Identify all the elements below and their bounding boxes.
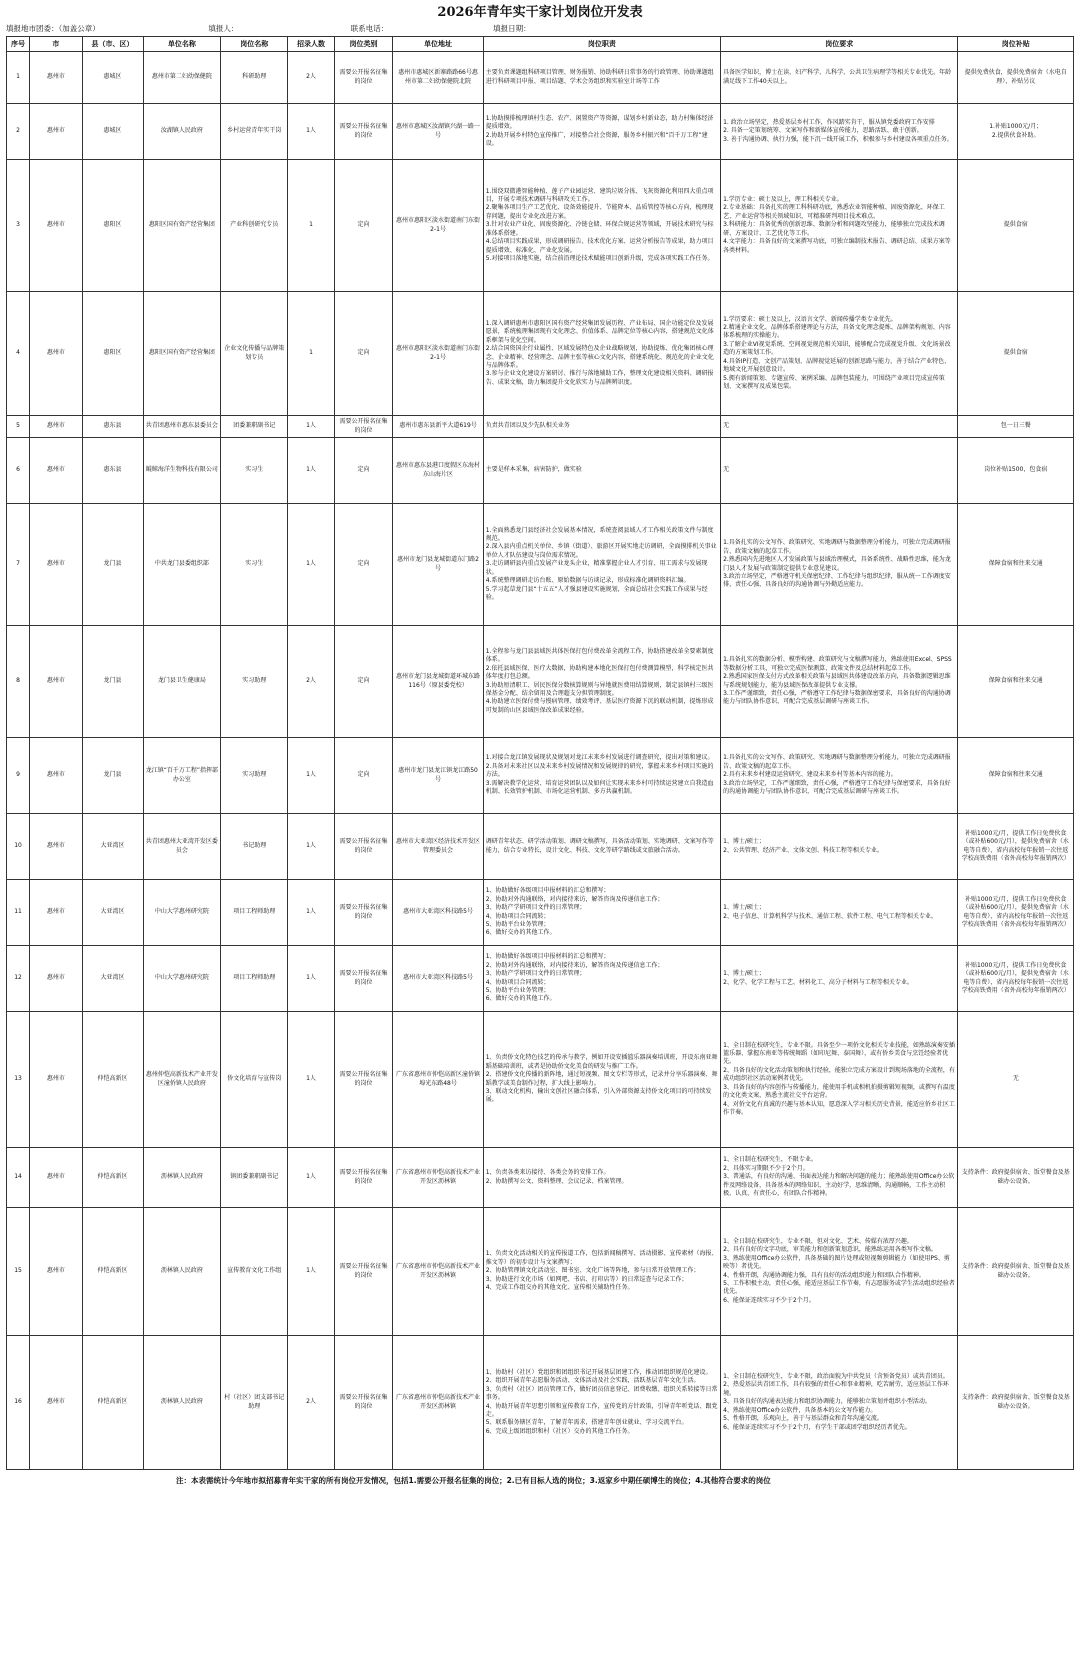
row-address-cell: 惠州市惠阳区淡水街道南门东街2-1号 [393,292,483,416]
row-unit-cell: 龙江镇“百千万工程”指挥部办公室 [143,738,221,814]
row-unit-cell: 鲲鲸海洋生物科技有限公司 [143,438,221,504]
row-requirement-cell: 1、全日制在校研究生，专业不限，但对文化、艺术、传媒有浓厚兴趣。 2、具有良好的文字功底，审美能力和创新策划意识，能熟练运用各类写作文稿。 3、熟练使用Office办公软件，具备基础的图片处理或短视频剪辑能力（如使用PS、剪映等）者优先。 4、性格开朗，沟通协调能力强，具有良好的活动组织能力和团队合作精神。 5、工作积极主动，责任心强，能适应基层工作节奏，有志愿服务或学生活动组织经验者优先。 6、能保证连续实习不少于2个月。 [721,1208,958,1336]
row-no-cell: 13 [7,1012,30,1148]
row-requirement-cell: 无 [721,416,958,438]
row-city-cell: 惠州市 [30,104,83,160]
row-type-cell: 定向 [334,160,393,292]
row-subsidy-cell: 补贴1000元/月，提供工作日免费伙食（或补贴600元/月），提供免费宿舍（水电等自费），省内高校每年报销一次往返学校高铁费用（省外高校每年报销两次） [958,814,1074,880]
row-requirement-cell: 1、博士/硕士； 2、化学、化学工程与工艺、材料化工、高分子材料与工程等相关专业。 [721,946,958,1012]
row-count-cell: 1人 [288,1148,334,1208]
fill-info-line [6,22,1074,36]
header-type: 岗位类别 [334,37,393,52]
row-county-cell: 仲恺高新区 [82,1336,143,1470]
row-unit-cell: 惠州市第二妇幼保健院 [143,52,221,104]
row-post-cell: 企业文化传播与品牌策划专员 [221,292,288,416]
row-county-cell: 龙门县 [82,626,143,738]
row-address-cell: 惠州市龙门县龙城街道东门路2号 [393,504,483,626]
row-duty-cell: 1.对接合龙江镇发展现状及规划对龙江未来乡村发展进行调查研究，提出对策和建议。 2.具备对未来社区以及未来乡村发展情况和发展规律的研究，掌握未来乡村项目实施的方法。 3.需解决教学化运营、培育运营团队以及如何让实现未来乡村可持续运营建立自我造血机制、长效管护机制、市场化运营机制、多方共赢机制。 [483,738,720,814]
row-requirement-cell: 1. 政治立场坚定，热爱基层乡村工作，作风踏实肯干，服从镇党委政府工作安排 2. 具备一定策划统筹、文案写作和新媒体宣传能力，思路活跃、敢于创新。 3. 善于沟通协调、执行力强，能下沉一线开展工作，积极参与乡村建设各项重点任务。 [721,104,958,160]
table-row [7,880,1074,946]
row-requirement-cell: 无 [721,438,958,504]
row-no-cell: 14 [7,1148,30,1208]
table-row [7,104,1074,160]
row-address-cell: 惠州市惠东县新平大道619号 [393,416,483,438]
row-count-cell: 2人 [288,626,334,738]
row-type-cell: 需要公开报名征集的岗位 [334,1336,393,1470]
row-no-cell: 9 [7,738,30,814]
row-post-cell: 侨文化培育与宣传岗 [221,1012,288,1148]
row-county-cell: 惠城区 [82,104,143,160]
row-unit-cell: 沥林镇人民政府 [143,1336,221,1470]
row-county-cell: 惠东县 [82,416,143,438]
table-row [7,438,1074,504]
row-requirement-cell: 具备医学知识，博士在读，妇产科学、儿科学、公共卫生病理学等相关专业优先。年龄满足线下工作40天以上。 [721,52,958,104]
page-title: 2026年青年实干家计划岗位开发表 [437,5,643,20]
row-requirement-cell: 1.具备扎实的公文写作、政策研究、实地调研与数据整理分析能力，可独立完成调研报告、政策文稿的起草工作。 2.熟悉国内先进地区人才发展政策与县域治理模式，具备系统性、战略性思维，能为龙门县人才发展与政策制定提供专业意见建议。 3.政治立场坚定，严格遵守机关保密纪律、工作纪律与组织纪律，服从统一工作调度安排，责任心强，具备良好的沟通协调与外勤适应能力。 [721,504,958,626]
row-requirement-cell: 1、全日制在校研究生，专业不限。具备至少一项侨文化相关专业技能，如熟练演奏安插篮乐器、掌握东南亚等传统舞蹈（如印尼舞、泰国舞），或有侨乡美食与烹饪经验者优先。 2、具备良好的文化活动策划和执行经验，能独立完成方案设计到现场落地的全流程，有成功组织社区活动案例者优先。 3、具备良好的内容创作与传播能力，能使用手机或相机拍摄剪辑短视频，或撰写有温度的文化类文案，熟悉主流社交平台运营。 4、对侨文化有真诚的兴趣与基本认知，愿意深入学习相关历史背景，能适应侨乡社区工作节奏。 [721,1012,958,1148]
row-subsidy-cell: 保障食宿和往来交通 [958,738,1074,814]
row-requirement-cell: 1.具备扎实的公文写作、政策研究、实地调研与数据整理分析能力，可独立完成调研报告、政策文稿的起草工作。 2.具有未来乡村建设运营研究、建设未来乡村等基本内容的能力。 3.政治立场坚定，工作严谨细致，责任心强，严格遵守工作纪律与保密要求，具备良好的沟通协调能力与团队协作意识，可配合完成基层调研与座谈工作。 [721,738,958,814]
row-post-cell: 实习助理 [221,626,288,738]
table-header-row [7,37,1074,52]
row-unit-cell: 共青团惠州市惠东县委员会 [143,416,221,438]
row-unit-cell: 沥林镇人民政府 [143,1208,221,1336]
row-address-cell: 广东省惠州市仲恺高新技术产业开发区沥林镇 [393,1148,483,1208]
row-unit-cell: 汝湖镇人民政府 [143,104,221,160]
row-post-cell: 项目工程师助理 [221,880,288,946]
row-post-cell: 产业科创研究专员 [221,160,288,292]
table-row [7,946,1074,1012]
row-type-cell: 定向 [334,438,393,504]
row-post-cell: 团委兼职副书记 [221,416,288,438]
row-count-cell: 1人 [288,738,334,814]
header-count: 招录人数 [288,37,334,52]
row-duty-cell: 调研青年状态、研学活动策划、调研文稿撰写，具备活动策划、实地调研、文案写作等能力，结合专业特长，设计文化、科技、文化等研学路线或文旅融合活动。 [483,814,720,880]
row-count-cell: 1人 [288,438,334,504]
row-subsidy-cell: 支持条件：政府提供宿舍、饭堂餐食及基础办公设备。 [958,1148,1074,1208]
table-row [7,1208,1074,1336]
row-address-cell: 惠州市惠东县港口度假区东海村东山海片区 [393,438,483,504]
row-city-cell: 惠州市 [30,504,83,626]
row-county-cell: 龙门县 [82,504,143,626]
row-requirement-cell: 1、博士/硕士； 2、公共管理、经济产业、文体文创、科技工程等相关专业。 [721,814,958,880]
row-type-cell: 需要公开报名征集的岗位 [334,814,393,880]
row-unit-cell: 共青团惠州大亚湾开发区委员会 [143,814,221,880]
row-unit-cell: 惠州仲恺高新技术产业开发区潼侨镇人民政府 [143,1012,221,1148]
header-duty: 岗位职责 [483,37,720,52]
row-duty-cell: 1.协助摸排梳理镇村生态、农产、闲置资产等资源，谋划乡村新业态，助力村集体经济提质增效。 2.协助开展乡村特色宣传推广，对接整合社会资源，服务乡村振兴和“百千万工程”建设。 [483,104,720,160]
row-subsidy-cell: 支持条件：政府提供宿舍、饭堂餐食及基础办公设备。 [958,1336,1074,1470]
row-post-cell: 科研助理 [221,52,288,104]
row-duty-cell: 1.围绕双微港智能种植、莲子产业园运营、建筑垃圾分拣、飞灰资源化利用四大重点项目，开展专项技术调研与科研攻关工作。 2.聚集各项目生产工艺优化、设备效能提升、节能降本、品质管控等核心方向，梳理现存问题，提出专业化改进方案。 3.针对农业产业化、固废资源化、冷链仓储、环保合规运营等领域，开展技术研究与标准体系搭建。 4.总结项目实践成果，形成调研报告、技术优化方案、运营分析报告等成果，助力项目提质增效、标准化、产业化发展。 5.对接项目落地实施，结合前沿理论技术赋能项目创新升级，完成各项实践工作任务。 [483,160,720,292]
row-county-cell: 大亚湾区 [82,880,143,946]
row-requirement-cell: 1.学历专业：硕士及以上，理工科相关专业。 2.专业基础：具备扎实的理工科科研功底，熟悉农业智能种植、固废资源化、环保工艺、产业运营等相关领域知识，可精准研判项目技术难点。 3.科研能力：具备优秀的创新思维、数据分析和问题攻坚能力，能够独立完成技术调研、方案设计、工艺优化等工作。 4.文字能力：具备良好的文案撰写功底，可独立编制技术报告、调研总结、成果方案等各类材料。 [721,160,958,292]
row-type-cell: 定向 [334,504,393,626]
row-city-cell: 惠州市 [30,1012,83,1148]
row-duty-cell: 1、负责各类来访接待、各类会务的安排工作。 2、协助撰写公文、资料整理、会议记录、档案管理。 [483,1148,720,1208]
row-post-cell: 乡村运营青年实干岗 [221,104,288,160]
row-duty-cell: 1、负责文化活动相关的宣传报道工作，包括新闻稿撰写、活动摄影、宣传素材（海报、推文等）的初步设计与文案撰写； 2、协助管理镇文化活动室、图书室、文化广场等阵地，参与日常开放管理工作； 3、协助进行文化市场（如网吧、书店、打印店等）的日常巡查与记录工作； 4、完成工作组交办的其他文化、宣传相关辅助性任务。 [483,1208,720,1336]
row-address-cell: 惠州市惠阳区淡水街道南门东街2-1号 [393,160,483,292]
row-type-cell: 需要公开报名征集的岗位 [334,880,393,946]
row-count-cell: 1人 [288,1012,334,1148]
row-type-cell: 需要公开报名征集的岗位 [334,416,393,438]
row-city-cell: 惠州市 [30,814,83,880]
row-duty-cell: 1.深入调研惠州市惠阳区国有资产经营集团发展历程、产业布局、国企功能定位及发展愿景，系统梳理集团现有文化理念、价值体系、品牌定位等核心内容，搭建规范文化体系框架与优化空间。 2.结合国资国企行业属性、区域发展特色及企业战略规划，协助提炼、优化集团核心理念、企业精神、经营理念、品牌主张等核心文化内容，搭建系统化、规范化的企业文化与品牌体系。 3.参与企业文化建设方案研讨、推行与落地辅助工作，整理文化建设相关资料、调研报告、成果文稿，助力集团提升文化软实力与品牌辨识度。 [483,292,720,416]
row-duty-cell: 1、负责侨文化特色技艺的传承与教学，例如开设安插篮乐器演奏培训班，开设东南亚舞蹈基础培训班，或者是协助侨文化美食的研发与推广工作。 2、搭建侨文化传播的新阵地，通过短视频、图文专栏等形式，记录并分享乐器演奏、舞蹈教学或美食制作过程，扩大线上影响力。 3、联动文化机构，输出文创社区融合体系，引入外部资源支持侨文化项目的可持续发展。 [483,1012,720,1148]
row-no-cell: 8 [7,626,30,738]
row-count-cell: 1人 [288,416,334,438]
row-duty-cell: 主要是样本采集，病害防护，做实验 [483,438,720,504]
row-unit-cell: 沥林镇人民政府 [143,1148,221,1208]
row-county-cell: 惠城区 [82,52,143,104]
post-table [6,36,1074,1470]
row-subsidy-cell: 提供食宿 [958,160,1074,292]
row-no-cell: 15 [7,1208,30,1336]
header-subsidy: 岗位补贴 [958,37,1074,52]
row-county-cell: 仲恺高新区 [82,1208,143,1336]
row-count-cell: 1人 [288,880,334,946]
table-row [7,416,1074,438]
row-no-cell: 16 [7,1336,30,1470]
header-county: 县（市、区） [82,37,143,52]
row-unit-cell: 中共龙门县委组织部 [143,504,221,626]
row-duty-cell: 负责共青团以及少先队相关业务 [483,416,720,438]
table-row [7,1012,1074,1148]
row-count-cell: 1 [288,292,334,416]
row-duty-cell: 1、协助做好各级项目申报材料的汇总和撰写； 2、协助对外沟通联络，对内接待来访，解答咨询及传递信息工作； 3、协助产学研项目文件的日常管理； 4、协助项目合同流转； 5、协助平台业务管理； 6、做好交办的其他工作。 [483,946,720,1012]
row-duty-cell: 1、协助村（社区）党组织和团组织书记开展基层团建工作，推动团组织规范化建设。 2、组织开展青年志愿服务活动、文体活动及社会实践，活跃基层青年文化生活。 3、负责村（社区）团员管理工作，做好团员信息登记、团费收缴、组织关系转接等日常事务。 4、协助开展青年思想引领和宣传教育工作，宣传党的方针政策，引导青年听党话、跟党走。 5、联系服务辖区青年，了解青年需求，搭建青年创业就业、学习交流平台。 6、完成上级团组织和村（社区）交办的其他工作任务。 [483,1336,720,1470]
row-city-cell: 惠州市 [30,416,83,438]
row-subsidy-cell: 补贴1000元/月，提供工作日免费伙食（或补贴600元/月），提供免费宿舍（水电等自费），省内高校每年报销一次往返学校高铁费用（省外高校每年报销两次） [958,880,1074,946]
row-no-cell: 11 [7,880,30,946]
row-city-cell: 惠州市 [30,626,83,738]
header-post: 岗位名称 [221,37,288,52]
row-subsidy-cell: 保障食宿和往来交通 [958,626,1074,738]
row-city-cell: 惠州市 [30,160,83,292]
row-type-cell: 需要公开报名征集的岗位 [334,1012,393,1148]
row-subsidy-cell: 提供免费伙食，提供免费宿舍（水电自理），补贴另议 [958,52,1074,104]
row-county-cell: 惠东县 [82,438,143,504]
row-city-cell: 惠州市 [30,1148,83,1208]
row-post-cell: 实习助理 [221,738,288,814]
row-requirement-cell: 1.学历要求：硕士及以上，汉语言文学、新闻传播学类专业优先。 2.精通企业文化、品牌体系搭建理论与方法，具备文化理念提炼、品牌架构规划、内容体系梳理的实操能力。 3.了解企业VI视觉系统、空间视觉规范相关知识，能够配合完成视觉升级、文化场景改造的方案策划工作。 4.具备IP打造、文创产品策划、品牌视觉延展的创新思路与能力，善于结合产业特色、地域文化开展创意设计。 5.拥有新闻策划、专题宣传、案例采编、品牌包装能力，可围绕产业项目完成宣传策划、文案撰写及成果包装。 [721,292,958,416]
row-count-cell: 1人 [288,814,334,880]
row-address-cell: 惠州市大亚湾区科技路5号 [393,880,483,946]
row-duty-cell: 1.全面熟悉龙门县经济社会发展基本情况，系统查阅县域人才工作相关政策文件与制度规范。 2.深入县内重点机关单位、乡镇（街道）、旅游区开展实地走访调研，全面摸排机关事业单位人才队伍建设与岗位需求情况。 3.走访调研县内重点发展产业龙头企业，精准掌握企业人才引育、用工需求与发展现状。 4.系统整理调研走访台账、原始数据与访谈记录，形成标准化调研资料汇编。 5.学习起草龙门县“十五五”人才强县建设实施规划，全面总结社会实践工作成果与经验。 [483,504,720,626]
row-subsidy-cell: 补贴1000元/月，提供工作日免费伙食（或补贴600元/月），提供免费宿舍（水电等自费），省内高校每年报销一次往返学校高铁费用（省外高校每年报销两次） [958,946,1074,1012]
row-post-cell: 宣传教育文化工作组 [221,1208,288,1336]
row-post-cell: 实习生 [221,504,288,626]
row-type-cell: 定向 [334,738,393,814]
row-no-cell: 12 [7,946,30,1012]
table-row [7,52,1074,104]
table-row [7,1336,1074,1470]
row-type-cell: 需要公开报名征集的岗位 [334,1148,393,1208]
table-row [7,626,1074,738]
row-county-cell: 仲恺高新区 [82,1148,143,1208]
row-count-cell: 2人 [288,1336,334,1470]
row-type-cell: 定向 [334,626,393,738]
row-unit-cell: 中山大学惠州研究院 [143,946,221,1012]
table-row [7,160,1074,292]
row-address-cell: 惠州市惠城区汝湖镇兴湖一路一号 [393,104,483,160]
row-post-cell: 实习生 [221,438,288,504]
table-row [7,504,1074,626]
row-address-cell: 惠州市惠城区新寨路路66号惠州市第二妇幼保健院北院 [393,52,483,104]
header-no: 序号 [7,37,30,52]
row-requirement-cell: 1、博士/硕士； 2、电子信息、计算机科学与技术、通信工程、软件工程、电气工程等相关专业。 [721,880,958,946]
row-county-cell: 大亚湾区 [82,946,143,1012]
row-subsidy-cell: 包一日三餐 [958,416,1074,438]
row-duty-cell: 1、协助做好各级项目申报材料的汇总和撰写； 2、协助对外沟通联络，对内接待来访，解答咨询及传递信息工作； 3、协助产学研项目文件的日常管理； 4、协助项目合同流转； 5、协助平台业务管理； 6、做好交办的其他工作。 [483,880,720,946]
row-address-cell: 广东省惠州市仲恺高新区潼侨镇埠光东路48号 [393,1012,483,1148]
row-subsidy-cell: 提供食宿 [958,292,1074,416]
row-type-cell: 定向 [334,292,393,416]
row-subsidy-cell: 保障食宿和往来交通 [958,504,1074,626]
row-no-cell: 7 [7,504,30,626]
row-post-cell: 村（社区）团支部书记助理 [221,1336,288,1470]
row-no-cell: 4 [7,292,30,416]
row-county-cell: 仲恺高新区 [82,1012,143,1148]
header-unit: 单位名称 [143,37,221,52]
row-city-cell: 惠州市 [30,52,83,104]
header-addr: 单位地址 [393,37,483,52]
row-no-cell: 10 [7,814,30,880]
row-county-cell: 惠阳区 [82,160,143,292]
row-count-cell: 1人 [288,1208,334,1336]
row-duty-cell: 1.全程参与龙门县县域医共体医保打包付费改革全流程工作，协助搭建改革全要素制度体系。 2.依托县域医保、医疗大数据，协助构建本地化医保打包付费测算模型，科学核定医共体年度打包总额。 3.协助厘清职工、居民医保分数核算规则与异地就医费用结算规则，制定县镇村三级医保基金分配、结余留用及合理超支分担管理制度。 4.协助建立医保付费与慢病管理、绩效考评、基层医疗资源下沉的联动机制，提炼形成可复制的山区县域医保改革成果经验。 [483,626,720,738]
row-post-cell: 书记助理 [221,814,288,880]
row-unit-cell: 惠阳区国有资产经营集团 [143,292,221,416]
row-city-cell: 惠州市 [30,738,83,814]
row-requirement-cell: 1、全日制在校研究生，不限专业。 2、具体实习期限不少于2个月。 3、普通话，有良好的沟通、书面表达能力和解决问题的能力；能熟练使用Office办公软件及网络设备，具备基本的网络知识，主动好学，思维清晰，沟通顺畅，工作主动积极，认真，有责任心，有团队合作精神。 [721,1148,958,1208]
row-count-cell: 1 [288,160,334,292]
table-body [7,52,1074,1470]
row-count-cell: 2人 [288,52,334,104]
row-city-cell: 惠州市 [30,438,83,504]
row-count-cell: 1人 [288,104,334,160]
row-county-cell: 龙门县 [82,738,143,814]
footnote: 注：本表需统计今年地市拟招募青年实干家的所有岗位开发情况，包括1.需要公开报名征集的岗位；2.已有目标人选的岗位；3.返家乡中期任硕博生的岗位；4.其他符合要求的岗位 [176,1476,771,1485]
row-count-cell: 1人 [288,946,334,1012]
row-no-cell: 3 [7,160,30,292]
row-city-cell: 惠州市 [30,946,83,1012]
row-no-cell: 6 [7,438,30,504]
fill-phone-label: 联系电话： [350,24,389,33]
row-subsidy-cell: 无 [958,1012,1074,1148]
row-subsidy-cell: 支持条件：政府提供宿舍、饭堂餐食及基础办公设备。 [958,1208,1074,1336]
row-city-cell: 惠州市 [30,1336,83,1470]
row-no-cell: 2 [7,104,30,160]
row-unit-cell: 惠阳区国有资产经营集团 [143,160,221,292]
table-row [7,1148,1074,1208]
row-county-cell: 惠阳区 [82,292,143,416]
row-count-cell: 1人 [288,504,334,626]
row-address-cell: 惠州市龙门县龙江镇龙江路50号 [393,738,483,814]
row-subsidy-cell: 1.补贴1000元/月； 2.提供伙食补助。 [958,104,1074,160]
row-requirement-cell: 1、全日制在校研究生，专业不限，政治面貌为中共党员（含预备党员）或共青团员。 2、热爱基层共青团工作，具有较强的责任心和事业精神，吃苦耐劳，适应基层工作环境。 3、具备良好的沟通表达能力和组织协调能力，能够独立策划并组织小型活动。 4、熟练使用Office办公软件，具备基本的公文写作能力。 5、性格开朗，乐观向上，善于与基层群众和青年沟通交流。 6、能保证连续实习不少于2个月，有学生干部或团学组织经历者优先。 [721,1336,958,1470]
row-type-cell: 需要公开报名征集的岗位 [334,946,393,1012]
row-post-cell: 项目工程师助理 [221,946,288,1012]
row-post-cell: 镇团委兼职副书记 [221,1148,288,1208]
table-row [7,292,1074,416]
table-row [7,738,1074,814]
fill-unit-label: 填报地市团委：（加盖公章） [6,24,100,33]
row-unit-cell: 中山大学惠州研究院 [143,880,221,946]
row-type-cell: 需要公开报名征集的岗位 [334,104,393,160]
row-type-cell: 需要公开报名征集的岗位 [334,52,393,104]
row-county-cell: 大亚湾区 [82,814,143,880]
row-address-cell: 惠州市大亚湾区经济技术开发区管理委员会 [393,814,483,880]
row-city-cell: 惠州市 [30,292,83,416]
row-subsidy-cell: 岗位补贴1500，包食宿 [958,438,1074,504]
row-address-cell: 广东省惠州市仲恺高新技术产业开发区沥林镇 [393,1336,483,1470]
table-row [7,814,1074,880]
fill-person-label: 填报人： [208,24,239,33]
fill-date-label: 填报日期： [493,24,531,33]
row-type-cell: 需要公开报名征集的岗位 [334,1208,393,1336]
row-city-cell: 惠州市 [30,1208,83,1336]
row-city-cell: 惠州市 [30,880,83,946]
row-no-cell: 5 [7,416,30,438]
header-city: 市 [30,37,83,52]
row-address-cell: 广东省惠州市仲恺高新技术产业开发区沥林镇 [393,1208,483,1336]
row-unit-cell: 龙门县卫生健康局 [143,626,221,738]
header-req: 岗位要求 [721,37,958,52]
row-address-cell: 惠州市龙门县龙城街道环城东路116号（原县委党校） [393,626,483,738]
row-address-cell: 惠州市大亚湾区科技路5号 [393,946,483,1012]
row-no-cell: 1 [7,52,30,104]
row-requirement-cell: 1.具备扎实的数据分析、模型构建、政策研究与文稿撰写能力，熟练使用Excel、SPSS等数据分析工具，可独立完成医保测算、政策文件及总结材料起草工作。 2.熟悉国家医保支付方式改革相关政策与县域医共体建设改革方向，具备数据逻辑思维与系统规划能力，能为县域医保改革提供专业支撑。 3.工作严谨细致，责任心强，严格遵守工作纪律与数据保密要求，具备良好的沟通协调能力与团队协作意识，可配合完成基层调研与座谈工作。 [721,626,958,738]
row-duty-cell: 主要负责课题组科研项目管理、财务报销、协助科研日常事务的行政管理、协助课题组进行科研项目申报、项目结题、学术会务组织和实验室计场等工作 [483,52,720,104]
